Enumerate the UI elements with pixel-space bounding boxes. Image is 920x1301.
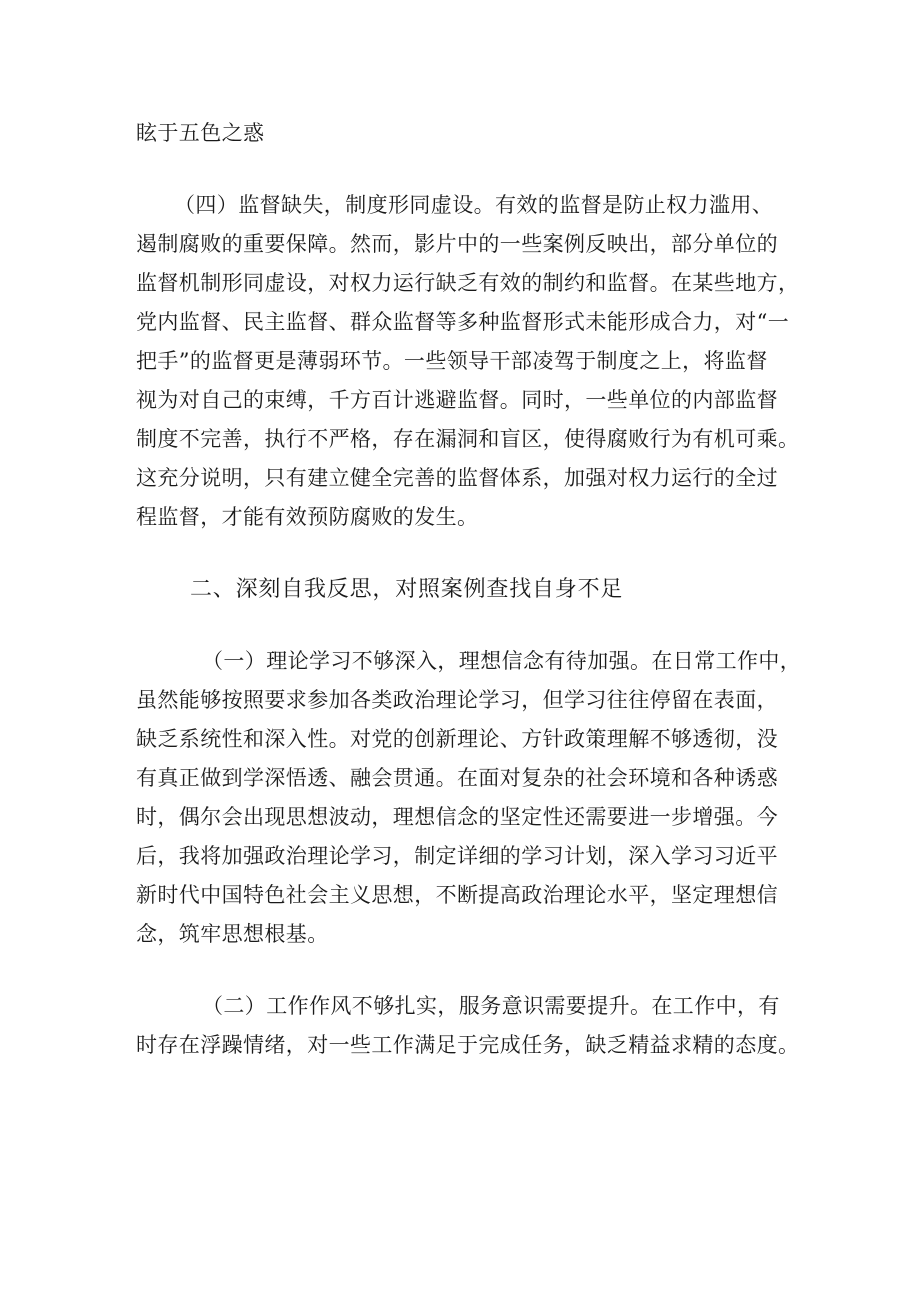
text-line: 这充分说明，只有建立健全完善的监督体系，加强对权力运行的全过 — [136, 466, 778, 490]
paragraph-gap — [136, 153, 776, 186]
section-heading: 二、深刻自我反思，对照案例查找自身不足 — [190, 577, 624, 602]
text-line: 时，偶尔会出现思想波动，理想信念的坚定性还需要进一步增强。今 — [136, 805, 778, 829]
text-line: 虽然能够按照要求参加各类政治理论学习，但学习往往停留在表面， — [136, 688, 778, 712]
text-line: （四）监督缺失，制度形同虚设。有效的监督是防止权力滥用、 — [174, 193, 774, 217]
text-line: 党内监督、民主监督、群众监督等多种监督形式未能形成合力，对“一 — [136, 310, 790, 334]
text-line: 把手”的监督更是薄弱环节。一些领导干部凌驾于制度之上，将监督 — [136, 349, 768, 373]
text-line: 后，我将加强政治理论学习，制定详细的学习计划，深入学习习近平 — [136, 844, 778, 868]
text-line: 时存在浮躁情绪，对一些工作满足于完成任务，缺乏精益求精的态度。 — [136, 1033, 800, 1057]
text-line: 视为对自己的束缚，千方百计逃避监督。同时，一些单位的内部监督 — [136, 388, 778, 412]
text-line: （一）理论学习不够深入，理想信念有待加强。在日常工作中， — [202, 649, 802, 673]
text-line: 遏制腐败的重要保障。然而，影片中的一些案例反映出，部分单位的 — [136, 232, 778, 256]
paragraph-gap — [136, 537, 776, 570]
text-line: 程监督，才能有效预防腐败的发生。 — [136, 505, 479, 529]
text-line: （二）工作作风不够扎实，服务意识需要提升。在工作中，有 — [202, 994, 780, 1018]
paragraph-section-4 — [136, 186, 800, 537]
text-line: 制度不完善，执行不严格，存在漏洞和盲区，使得腐败行为有机可乘。 — [136, 427, 800, 451]
document-body — [136, 114, 802, 1065]
text-line: 缺乏系统性和深入性。对党的创新理论、方针政策理解不够透彻，没 — [136, 727, 778, 751]
text-line: 监督机制形同虚设，对权力运行缺乏有效的制约和监督。在某些地方， — [136, 271, 800, 295]
text-line: 新时代中国特色社会主义思想，不断提高政治理论水平，坚定理想信 — [136, 883, 778, 907]
text-line: 念，筑牢思想根基。 — [136, 922, 329, 946]
paragraph-section-2 — [136, 987, 800, 1065]
paragraph-gap — [136, 954, 776, 987]
text-line: 有真正做到学深悟透、融会贯通。在面对复杂的社会环境和各种诱惑 — [136, 766, 778, 790]
paragraph-section-1 — [136, 642, 802, 954]
paragraph-gap — [136, 609, 776, 642]
text-line: 眩于五色之惑 — [136, 121, 265, 145]
